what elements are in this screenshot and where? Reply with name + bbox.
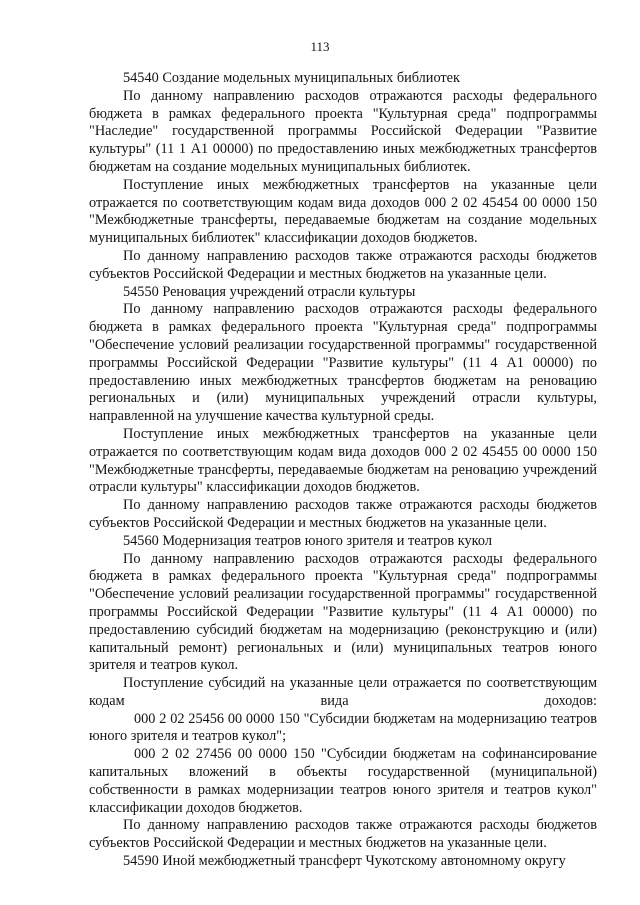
paragraph: Поступление субсидий на указанные цели отражается по соответствующим кодам вида доходов: (89, 675, 597, 709)
paragraph: По данному направлению расходов отражаются расходы федерального бюджета в рамках федерального проекта "Культурная среда" подпрограммы "Наследие" государственной программы Российской Федерации "Развитие культуры" (11 1 А1 00000) по предоставлению иных межбюджетных трансфертов бюджетам на создание модельных муниципальных библиотек. (89, 87, 597, 175)
paragraph: По данному направлению расходов также отражаются расходы бюджетов субъектов Российской Федерации и местных бюджетов на указанные цели. (89, 817, 597, 852)
income-code-item: 000 2 02 25456 00 0000 150 "Субсидии бюджетам на модернизацию театров юного зрителя и театров кукол"; (89, 710, 597, 745)
paragraph: По данному направлению расходов также отражаются расходы бюджетов субъектов Российской Федерации и местных бюджетов на указанные цели. (89, 497, 597, 531)
section-heading-54540: 54540 Создание модельных муниципальных библиотек (123, 70, 460, 86)
paragraph: По данному направлению расходов отражаются расходы федерального бюджета в рамках федерального проекта "Культурная среда" подпрограммы "Обеспечение условий реализации государственной программы" государственной программы Российской Федерации "Развитие культуры" (11 4 А1 00000) по предоставлению субсидий бюджетам на модернизацию (реконструкцию и (или) капитальный ремонт) региональных и (или) муниципальных театров юного зрителя и театров кукол. (89, 550, 597, 674)
document-body (89, 70, 597, 871)
section-heading-54550: 54550 Реновация учреждений отрасли культуры (123, 283, 416, 300)
section-heading-54590: 54590 Иной межбюджетный трансферт Чукотскому автономному округу (123, 853, 566, 870)
section-heading-54560: 54560 Модернизация театров юного зрителя и театров кукол (123, 532, 492, 549)
income-code-item: 000 2 02 27456 00 0000 150 "Субсидии бюджетам на софинансирование капитальных вложений в объекты государственной (муниципальной) собственности в рамках модернизации театров юного зрителя и театров кукол" классификации доходов бюджетов. (89, 746, 597, 816)
paragraph: По данному направлению расходов отражаются расходы федерального бюджета в рамках федерального проекта "Культурная среда" подпрограммы "Обеспечение условий реализации государственной программы" государственной программы Российской Федерации "Развитие культуры" (11 4 А1 00000) по предоставлению иных межбюджетных трансфертов бюджетам на реновацию региональных и (или) муниципальных учреждений отрасли культуры, направленной на улучшение качества культурной среды. (89, 301, 597, 425)
paragraph: По данному направлению расходов также отражаются расходы бюджетов субъектов Российской Федерации и местных бюджетов на указанные цели. (89, 247, 597, 282)
paragraph: Поступление иных межбюджетных трансфертов на указанные цели отражается по соответствующим кодам вида доходов 000 2 02 45454 00 0000 150 "Межбюджетные трансферты, передаваемые бюджетам на создание модельных муниципальных библиотек" классификации доходов бюджетов. (89, 176, 597, 247)
paragraph: Поступление иных межбюджетных трансфертов на указанные цели отражается по соответствующим кодам вида доходов 000 2 02 45455 00 0000 150 "Межбюджетные трансферты, передаваемые бюджетам на реновацию учреждений отрасли культуры" классификации доходов бюджетов. (89, 425, 597, 496)
page-number: 113 (310, 39, 330, 54)
